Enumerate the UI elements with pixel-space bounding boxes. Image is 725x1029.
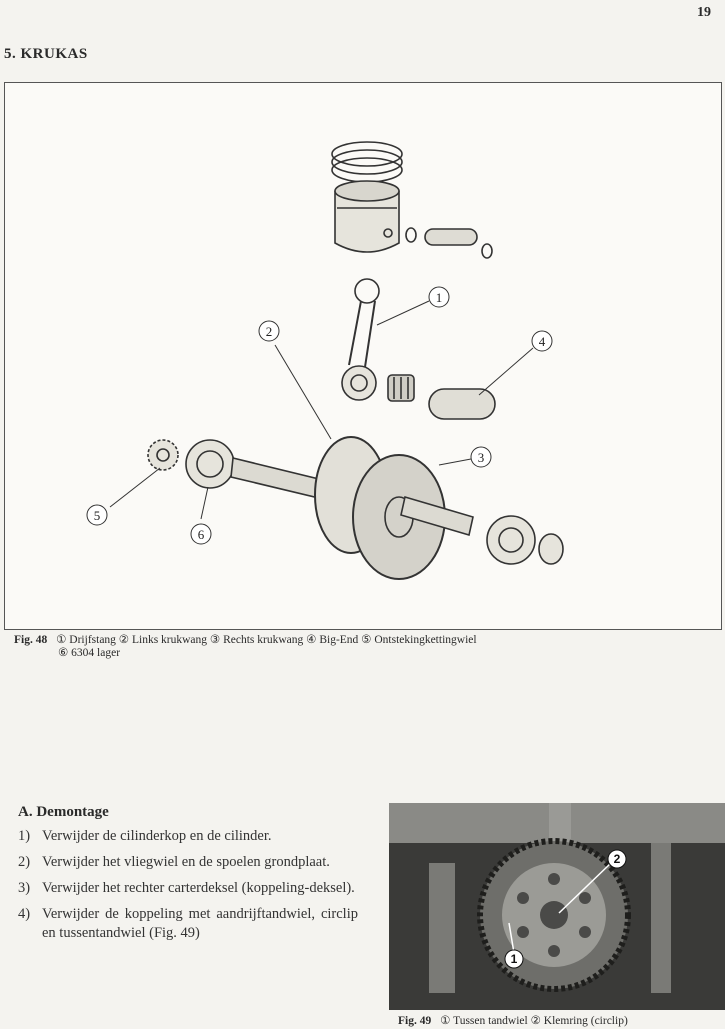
callout-6: 6 [197, 527, 205, 542]
right-bearing [487, 516, 535, 564]
page-number: 19 [697, 5, 711, 20]
callout-2: 2 [265, 324, 273, 339]
left-bearing [186, 440, 234, 488]
demontage-heading: A. Demontage [18, 804, 109, 820]
step-number: 4) [18, 906, 31, 922]
step-item [18, 827, 358, 846]
photo-callout-1: 1 [510, 952, 518, 966]
circlip [482, 244, 492, 258]
step-number: 1) [18, 828, 31, 844]
figure-48-caption-line1: ① Drijfstang ② Links krukwang ③ Rechts krukwang ④ Big-End ⑤ Ontstekingkettingwiel [56, 634, 477, 646]
sprocket [148, 440, 178, 470]
left-shaft [231, 458, 327, 499]
step-text: Verwijder de cilinderkop en de cilinder. [42, 828, 272, 844]
figure-48-caption-line2: ⑥ 6304 lager [58, 647, 121, 659]
step-text: Verwijder het vliegwiel en de spoelen grondplaat. [42, 854, 330, 870]
step-text: Verwijder het rechter carterdeksel (koppeling-deksel). [42, 880, 355, 896]
circlip [406, 228, 416, 242]
figure-49-label: Fig. 49 [398, 1015, 432, 1027]
crankshaft-diagram [5, 83, 721, 629]
step-number: 3) [18, 880, 31, 896]
step-text: Verwijder de koppeling met aandrijftandwiel, circlip en tussentandwiel (Fig. 49) [42, 906, 358, 941]
section-title: 5. KRUKAS [4, 46, 88, 62]
callout-1: 1 [435, 290, 443, 305]
step-item [18, 853, 358, 872]
demontage-steps [18, 827, 358, 943]
figure-49-photo [389, 803, 725, 1010]
callout-5: 5 [93, 508, 101, 523]
step-item [18, 879, 358, 898]
figure-49-caption [398, 1013, 628, 1027]
step-number: 2) [18, 854, 31, 870]
figure-48-caption [14, 634, 714, 660]
callout-4: 4 [538, 334, 546, 349]
crank-pin [429, 389, 495, 419]
step-item [18, 905, 358, 943]
demontage-section [18, 804, 358, 950]
figure-49-caption-text: ① Tussen tandwiel ② Klemring (circlip) [440, 1015, 628, 1027]
gear-photo-illustration [389, 803, 725, 1010]
figure-48-label: Fig. 48 [14, 634, 48, 646]
connecting-rod [349, 301, 375, 367]
piston-pin [425, 229, 477, 245]
oil-seal [539, 534, 563, 564]
figure-48-exploded-view [4, 82, 722, 630]
callout-3: 3 [477, 450, 485, 465]
photo-callout-2: 2 [613, 852, 621, 866]
